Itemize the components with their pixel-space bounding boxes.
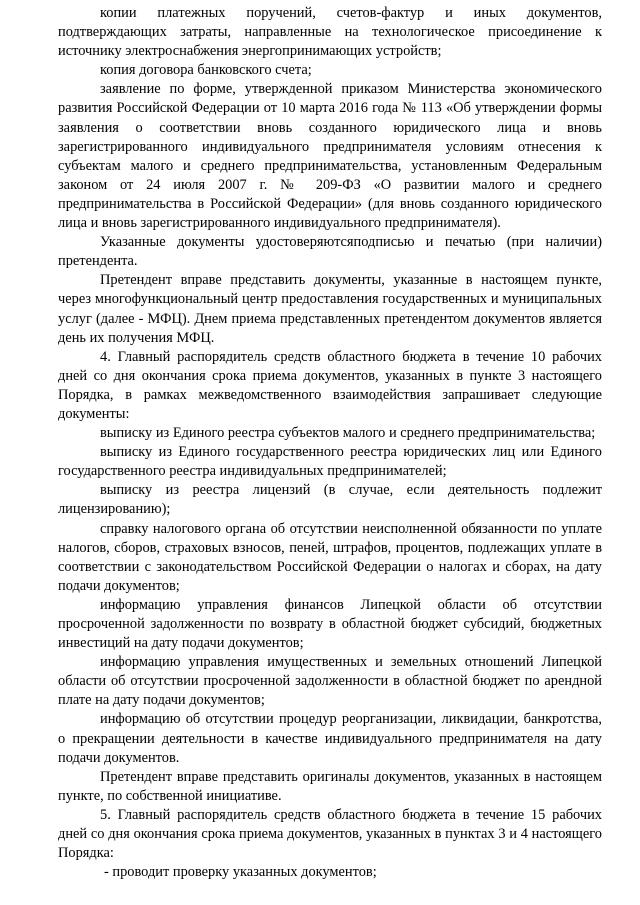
paragraph-bank-contract: копия договора банковского счета; [100,62,312,79]
paragraph-signature: Указанные документы удостоверяютсяподписью и печатью (при наличии) претендента. [58,234,602,270]
paragraph-application-form: заявление по форме, утвержденной приказом Министерства экономического развития Российской Федерации от 10 марта 2016 года № 113 «Об утверждении формы заявления о соответствии вновь созданного юридического лица и вновь зарегистрированного индивидуального предпринимателя условиям отнесения к субъектам малого и среднего предпринимательства, установленным Федеральным законом от 24 июля 2007 г. № 209-ФЗ «О развитии малого и среднего предпринимательства в Российской Федерации» (для вновь созданного юридического лица и вновь зарегистрированного индивидуального предпринимателя). [58,81,602,232]
paragraph-property-info: информацию управления имущественных и земельных отношений Липецкой области об отсутствии просроченной задолженности в областной бюджет по арендной плате на дату подачи документов; [58,654,602,709]
paragraph-extract-state-registry: выписку из Единого государственного реестра юридических лиц или Единого государственного реестра индивидуальных предпринимателей; [58,444,602,480]
paragraph-item-5: 5. Главный распорядитель средств областного бюджета в течение 15 рабочих дней со дня окончания срока приема документов, указанных в пунктах 3 и 4 настоящего Порядка: [58,806,602,862]
paragraph-extract-sme-registry: выписку из Единого реестра субъектов малого и среднего предпринимательства; [100,425,596,442]
paragraph-extract-licenses: выписку из реестра лицензий (в случае, если деятельность подлежит лицензированию); [58,482,602,518]
document-page [58,4,602,882]
paragraph-item-4: 4. Главный распорядитель средств областного бюджета в течение 10 рабочих дней со дня окончания срока приема документов, указанных в пункте 3 настоящего Порядка, в рамках межведомственного взаимодействия запрашивает следующие документы: [58,348,602,422]
paragraph-mfc: Претендент вправе представить документы, указанные в настоящем пункте, через многофункциональный центр предоставления государственных и муниципальных услуг (далее - МФЦ). Днем приема представленных претендентом документов является день их получения МФЦ. [58,272,602,346]
paragraph-reorganization-info: информацию об отсутствии процедур реорганизации, ликвидации, банкротства, о прекращении деятельности в качестве индивидуального предпринимателя на дату подачи документов. [58,711,602,766]
paragraph-originals: Претендент вправе представить оригиналы документов, указанных в настоящем пункте, по собственной инициативе. [58,768,602,804]
paragraph-payment-copies: копии платежных поручений, счетов-фактур и иных документов, подтверждающих затраты, направленные на технологическое присоединение к источнику электроснабжения энергопринимающих устройств; [58,5,602,60]
paragraph-verification: - проводит проверку указанных документов; [104,864,377,881]
paragraph-tax-certificate: справку налогового органа об отсутствии неисполненной обязанности по уплате налогов, сборов, страховых взносов, пеней, штрафов, процентов, подлежащих уплате в соответствии с законодательством Российской Федерации о налогах и сборах, на дату подачи документов; [58,520,602,594]
paragraph-finance-info: информацию управления финансов Липецкой области об отсутствии просроченной задолженности по возврату в областной бюджет субсидий, бюджетных инвестиций на дату подачи документов; [58,596,602,652]
